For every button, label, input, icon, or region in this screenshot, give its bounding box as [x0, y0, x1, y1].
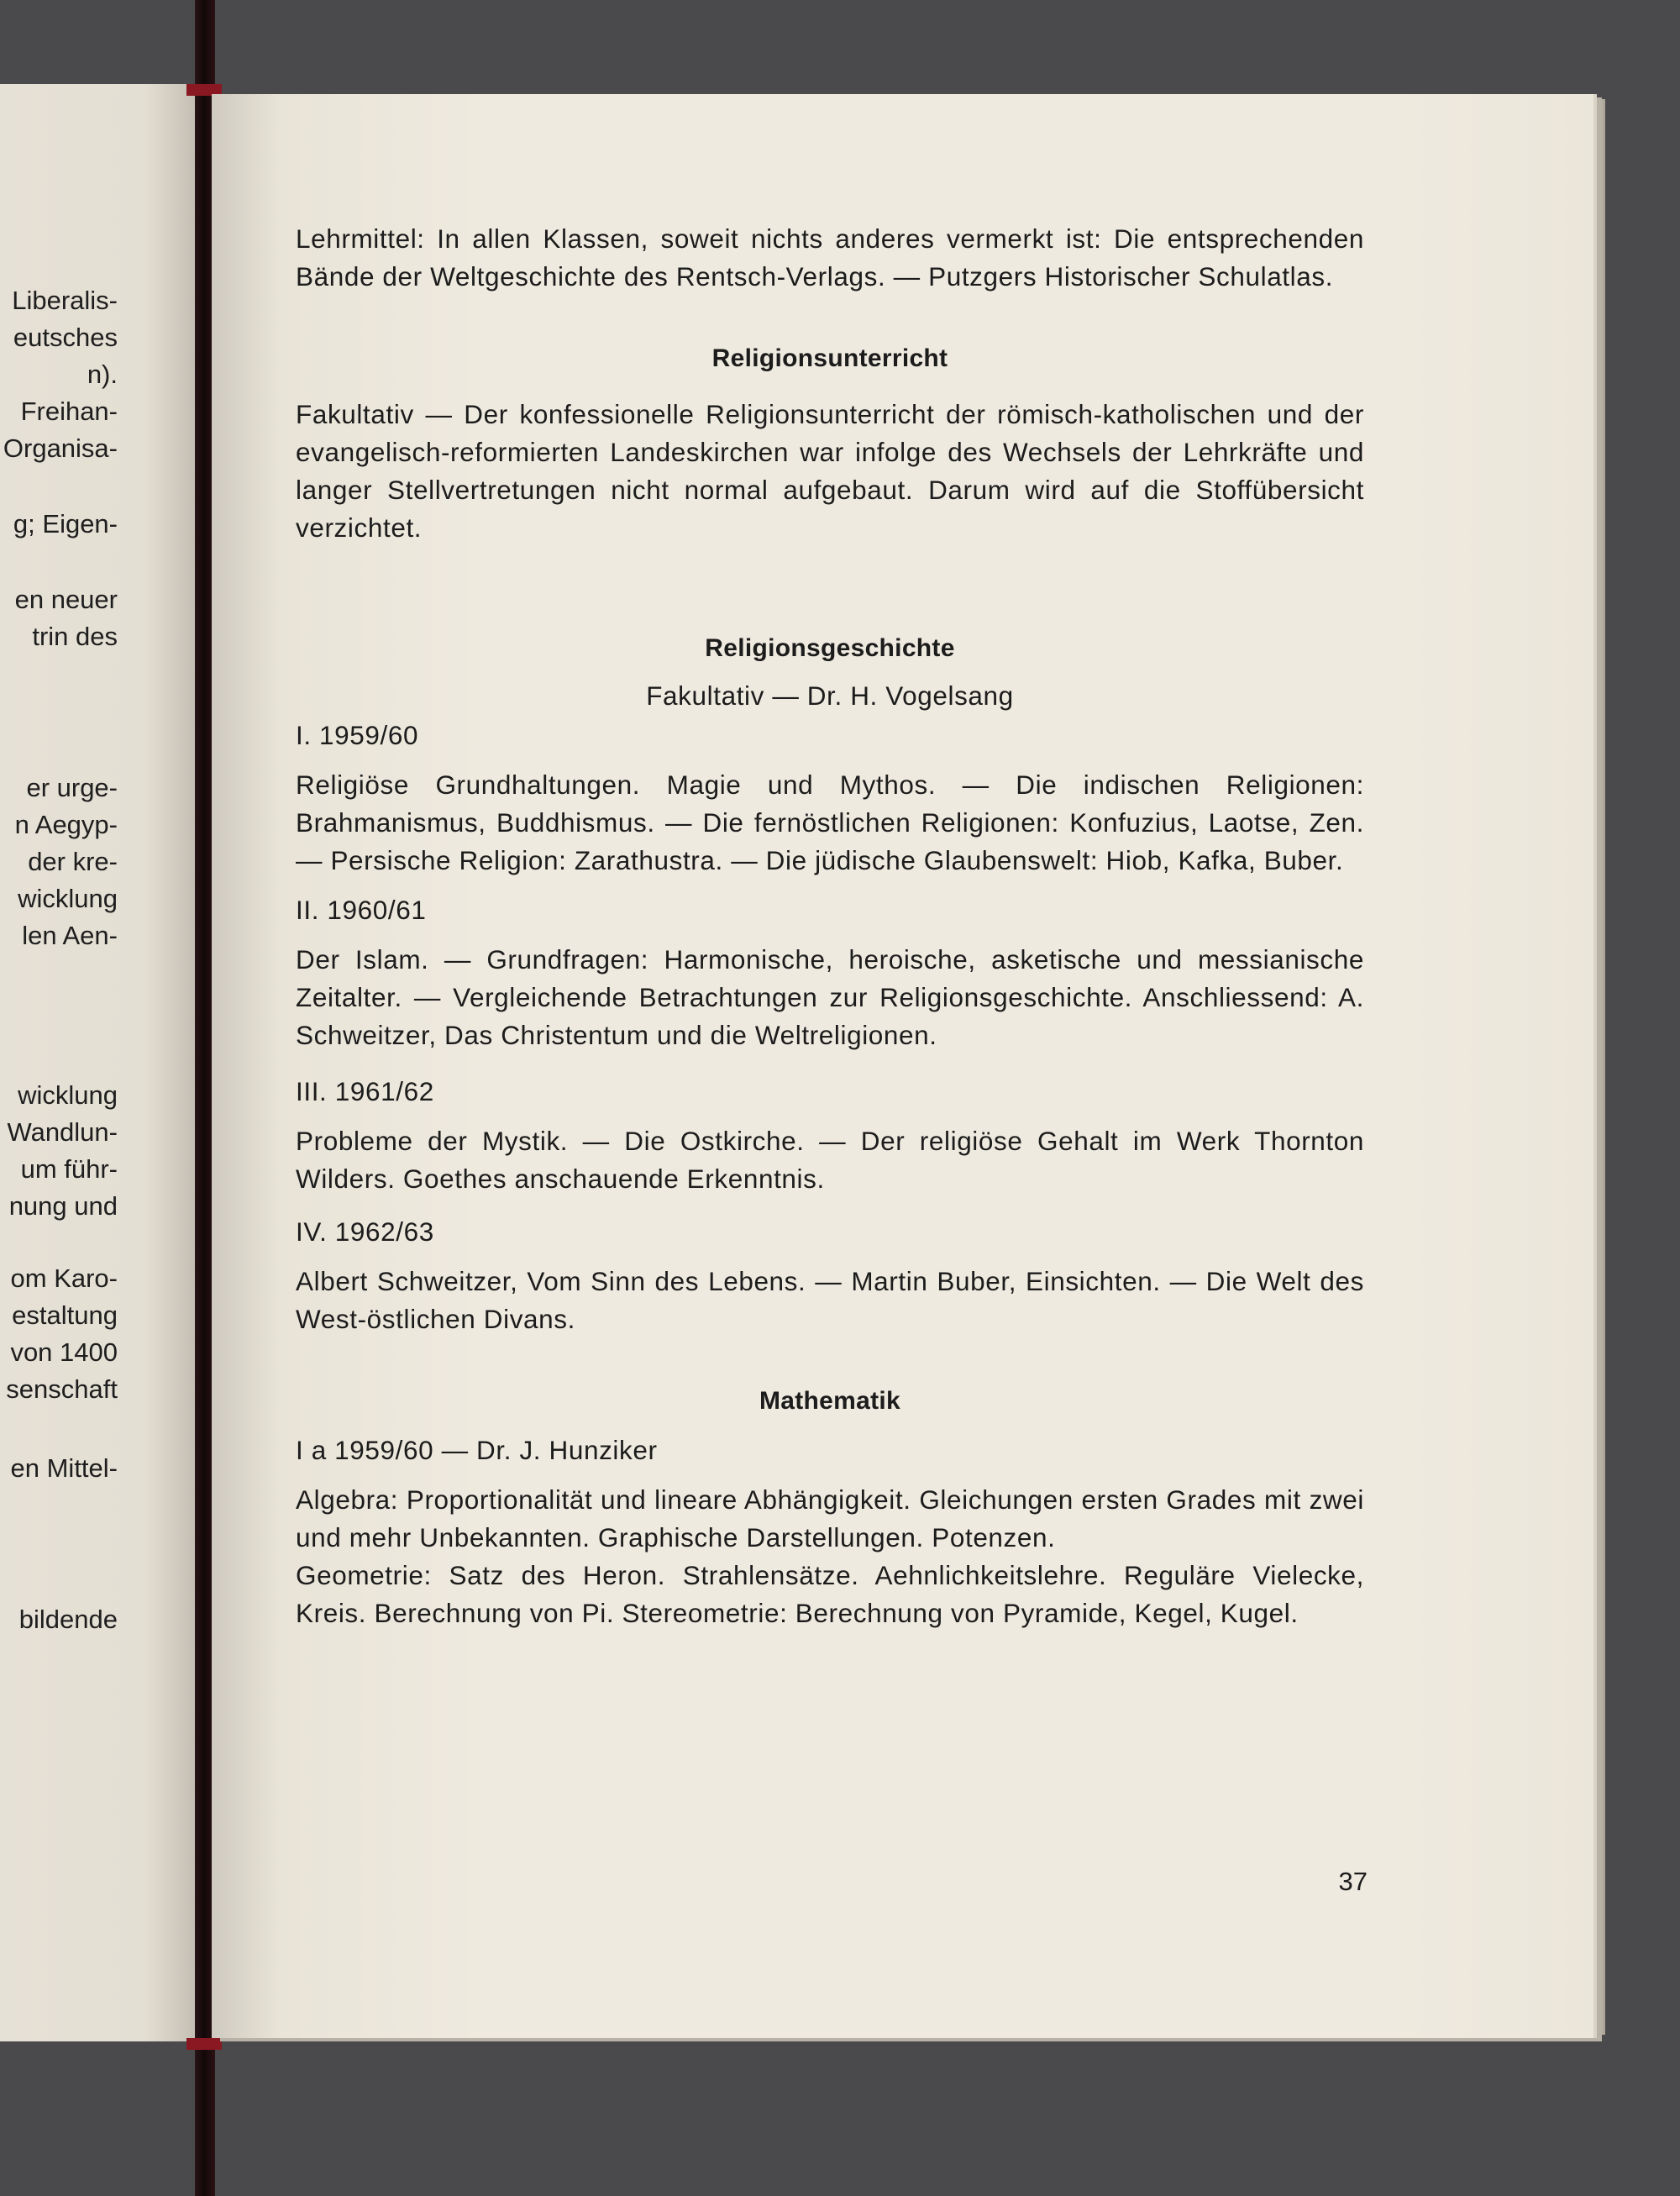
left-page-line: len Aen- [22, 921, 118, 950]
left-page-line: estaltung [12, 1300, 118, 1330]
left-page-line: en Mittel- [10, 1453, 118, 1483]
left-page-line: Wandlun- [7, 1117, 118, 1147]
left-page-line: er urge- [26, 773, 118, 802]
left-page-line: g; Eigen- [13, 509, 118, 538]
left-page-line: n). [87, 360, 118, 389]
left-page-line: wicklung [18, 884, 118, 913]
left-page-line: bildende [18, 1605, 118, 1634]
page-number: 37 [1338, 1867, 1368, 1896]
page-edge [1593, 99, 1605, 2035]
year-label: I. 1959/60 [296, 720, 419, 750]
heading-religionsgeschichte: Religionsgeschichte [705, 634, 955, 662]
geometrie-paragraph: Geometrie: Satz des Heron. Strahlensätze. Aehnlichkeitslehre. Reguläre Vielecke, Kreis. Berechnung von Pi. Stereometrie: Berechnung von Pyramide, Kegel, Kugel. [296, 1560, 1364, 1628]
year-paragraph: Probleme der Mystik. — Die Ostkirche. — Der religiöse Gehalt im Werk Thornton Wilders. Goethes anschauende Erkenntnis. [296, 1126, 1364, 1194]
year-label: II. 1960/61 [296, 895, 427, 925]
left-page-line: om Karo- [10, 1263, 118, 1293]
left-page-line: Liberalis- [12, 286, 118, 315]
year-label: III. 1961/62 [296, 1076, 434, 1106]
left-page-line: n Aegyp- [14, 810, 118, 839]
page-content [296, 220, 1364, 1632]
left-page [0, 84, 206, 2041]
year-paragraph: Albert Schweitzer, Vom Sinn des Lebens. — Martin Buber, Einsichten. — Die Welt des West-östlichen Divans. [296, 1266, 1364, 1334]
heading-mathematik: Mathematik [759, 1387, 901, 1415]
year-paragraph: Religiöse Grundhaltungen. Magie und Mythos. — Die indischen Religionen: Brahmanismus, Buddhismus. — Die fernöstlichen Religionen: Konfuzius, Laotse, Zen. — Persische Religion: Zarathustra. — Die jüdische Glaubenswelt: Hiob, Kafka, Buber. [296, 770, 1364, 875]
mathematik-class-label: I a 1959/60 — Dr. J. Hunziker [296, 1435, 658, 1465]
left-page-line: der kre- [28, 847, 118, 876]
year-paragraph: Der Islam. — Grundfragen: Harmonische, heroische, asketische und messianische Zeitalter. — Vergleichende Betrachtungen zur Religionsgeschichte. Anschliessend: A. Schweitzer, Das Christentum und die Weltreligionen. [296, 944, 1364, 1050]
religionsunterricht-paragraph: Fakultativ — Der konfessionelle Religionsunterricht der römisch-katholischen und der evangelisch-reformierten Landeskirchen war infolge des Wechsels der Lehrkräfte und langer Stellvertretungen nicht normal aufgebaut. Darum wird auf die Stoffübersicht verzichtet. [296, 399, 1364, 543]
year-label: IV. 1962/63 [296, 1216, 434, 1247]
left-page-line: wicklung [18, 1080, 118, 1110]
left-page-line: nung und [8, 1191, 118, 1221]
left-page-line: en neuer [14, 585, 118, 614]
left-page-line: von 1400 [10, 1337, 118, 1367]
left-page-line: senschaft [6, 1374, 118, 1404]
left-page-line: um führ- [20, 1154, 118, 1184]
religionsgeschichte-teacher: Fakultativ — Dr. H. Vogelsang [646, 680, 1014, 711]
algebra-paragraph: Algebra: Proportionalität und lineare Abhängigkeit. Gleichungen ersten Grades mit zwei und mehr Unbekannten. Graphische Darstellungen. Potenzen. [296, 1484, 1364, 1552]
left-page-line: Freihan- [20, 397, 118, 426]
left-page-line: Organisa- [3, 433, 118, 463]
tailband [186, 2038, 222, 2050]
lehrmittel-paragraph: Lehrmittel: In allen Klassen, soweit nichts anderes vermerkt ist: Die entsprechenden Bände der Weltgeschichte des Rentsch-Verlags. — Putzgers Historischer Schulatlas. [296, 223, 1364, 292]
heading-religionsunterricht: Religionsunterricht [711, 344, 948, 372]
left-page-line: trin des [32, 622, 118, 651]
left-page-line: eutsches [13, 323, 118, 352]
